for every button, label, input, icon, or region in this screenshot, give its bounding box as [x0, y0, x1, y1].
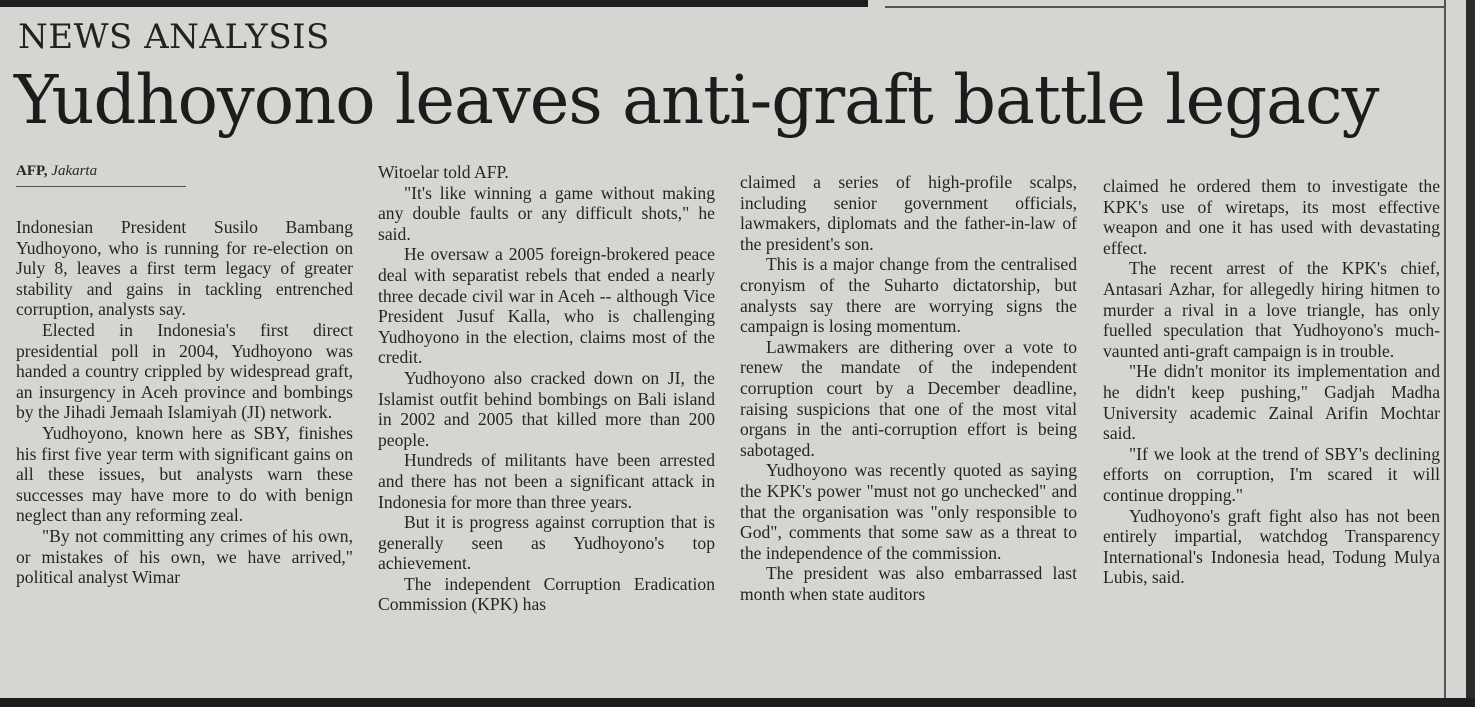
byline-place: Jakarta [51, 163, 98, 179]
byline [16, 162, 186, 187]
section-label: NEWS ANALYSIS [18, 17, 330, 57]
bottom-border-bar [0, 698, 1475, 707]
paragraph: "It's like winning a game without making any double faults or any difficult shots," he said. [378, 182, 715, 244]
paragraph-continued: Witoelar told AFP. [378, 162, 509, 182]
paragraph-continued: claimed he ordered them to investigate the KPK's use of wiretaps, its most effective weapon and one it has used with devastating effect. [1103, 176, 1440, 258]
top-rule [885, 6, 1445, 8]
paragraph: Hundreds of militants have been arrested and there has not been a significant attack in Indonesia for more than three years. [378, 450, 715, 512]
paragraph: Lawmakers are dithering over a vote to renew the mandate of the independent corruption court by a December deadline, raising suspicions that one of the most vital organs in the anti-corruption effort is being sabotaged. [740, 336, 1077, 460]
paragraph: "He didn't monitor its implementation and he didn't keep pushing," Gadjah Madha University academic Zainal Arifin Mochtar said. [1103, 361, 1440, 444]
article-column-2 [378, 162, 715, 615]
paragraph: The president was also embarrassed last month when state auditors [740, 563, 1077, 604]
paragraph: This is a major change from the centralised cronyism of the Suharto dictatorship, but analysts say there are worrying signs the campaign is losing momentum. [740, 254, 1077, 337]
paragraph: The recent arrest of the KPK's chief, Antasari Azhar, for allegedly hiring hitmen to murder a rival in a love triangle, has only fuelled speculation that Yudhoyono's much-vaunted anti-graft campaign is in trouble. [1103, 258, 1440, 361]
paragraph: But it is progress against corruption that is generally seen as Yudhoyono's top achievement. [378, 512, 715, 574]
headline: Yudhoyono leaves anti-graft battle legacy [14, 61, 1379, 139]
paragraph: "By not committing any crimes of his own, or mistakes of his own, we have arrived," political analyst Wimar [16, 525, 353, 588]
paragraph: Yudhoyono was recently quoted as saying the KPK's power "must not go unchecked" and that the organisation was "only responsible to God", comments that some saw as a threat to the independence of the commission. [740, 460, 1077, 563]
paragraph-continued: claimed a series of high-profile scalps, including senior government officials, lawmakers, diplomats and the father-in-law of the president's son. [740, 172, 1077, 254]
paragraph: "If we look at the trend of SBY's declining efforts on corruption, I'm scared it will continue dropping." [1103, 443, 1440, 505]
paragraph: Yudhoyono, known here as SBY, finishes his first five year term with significant gains on all these issues, but analysts warn these successes may have more to do with benign neglect than any reforming zeal. [16, 422, 353, 526]
paragraph: Yudhoyono's graft fight also has not been entirely impartial, watchdog Transparency International's Indonesia head, Todung Mulya Lubis, said. [1103, 505, 1440, 588]
article-column-3 [740, 172, 1077, 604]
article-column-4 [1103, 176, 1440, 588]
byline-agency: AFP, [16, 163, 48, 179]
paragraph: The independent Corruption Eradication Commission (KPK) has [378, 573, 715, 615]
paragraph: He oversaw a 2005 foreign-brokered peace deal with separatist rebels that ended a nearly three decade civil war in Aceh -- although Vice President Jusuf Kalla, who is challenging Yudhoyono in the election, claims most of the credit. [378, 244, 715, 368]
paragraph: Elected in Indonesia's first direct presidential poll in 2004, Yudhoyono was handed a country crippled by widespread graft, an insurgency in Aceh province and bombings by the Jihadi Jemaah Islamiyah (JI) network. [16, 319, 353, 423]
right-column-rule [1444, 0, 1446, 698]
paragraph: Yudhoyono also cracked down on JI, the Islamist outfit behind bombings on Bali island in 2002 and 2005 that killed more than 200 people. [378, 367, 715, 450]
paragraph: Indonesian President Susilo Bambang Yudhoyono, who is running for re-election on July 8, leaves a first term legacy of greater stability and gains in tackling entrenched corruption, analysts say. [16, 217, 353, 320]
top-border-bar [0, 0, 868, 7]
article-column-1 [16, 162, 353, 588]
